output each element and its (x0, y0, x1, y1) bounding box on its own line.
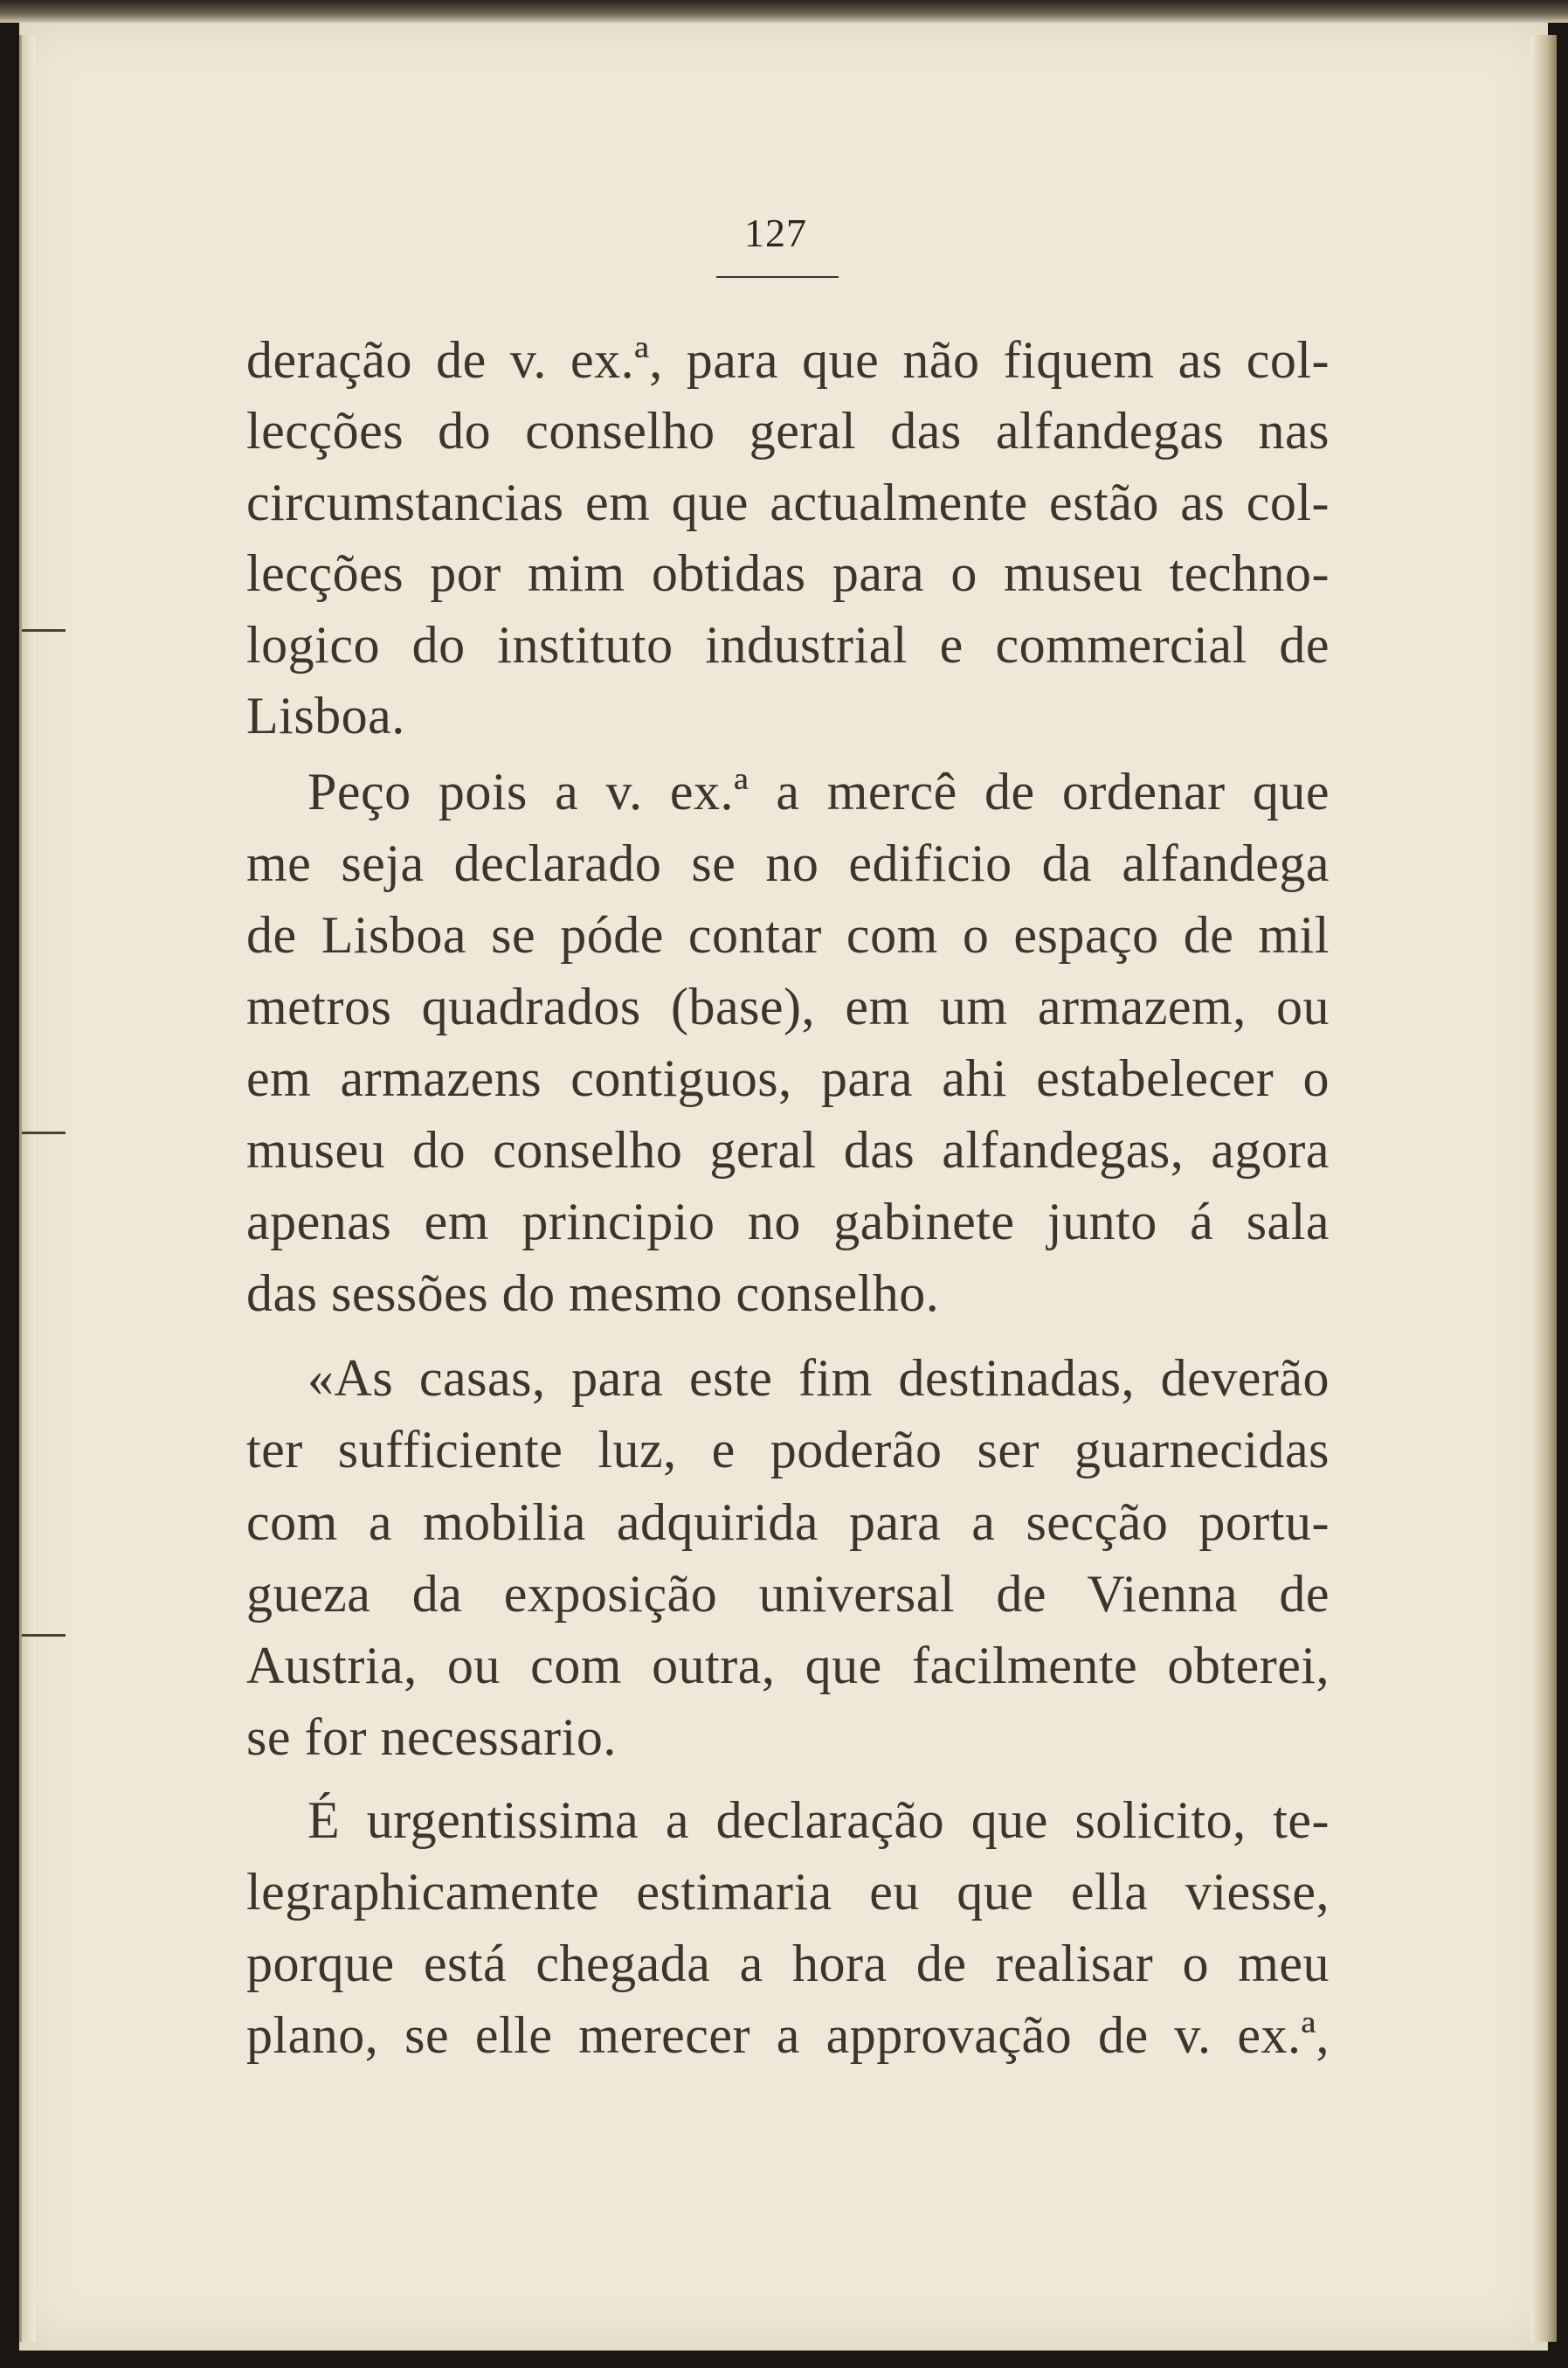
text-line: gueza da exposição universal de Vienna de (246, 1565, 1330, 1623)
text-line: «As casas, para este fim destinadas, deverão (307, 1349, 1330, 1407)
text-line: apenas em principio no gabinete junto á sala (246, 1193, 1330, 1250)
text-line: deração de v. ex.ª, para que não fiquem as col- (246, 331, 1330, 389)
edge-tab-mark (22, 1634, 66, 1637)
text-line: Lisboa. (246, 687, 405, 744)
text-line: metros quadrados (base), em um armazem, ou (246, 978, 1330, 1035)
text-line: logico do instituto industrial e commercial de (246, 616, 1330, 674)
text-line: de Lisboa se póde contar com o espaço de mil (246, 906, 1330, 964)
text-line: me seja declarado se no edificio da alfandega (246, 834, 1330, 892)
page-number-rule (716, 276, 839, 278)
text-line: circumstancias em que actualmente estão as col- (246, 474, 1330, 531)
page-number: 127 (744, 211, 807, 255)
text-line: porque está chegada a hora de realisar o meu (246, 1935, 1330, 1992)
text-line: ter sufficiente luz, e poderão ser guarnecidas (246, 1421, 1330, 1478)
text-line: Austria, ou com outra, que facilmente obterei, (246, 1637, 1330, 1694)
left-page-edge (19, 35, 36, 2342)
text-line: plano, se elle merecer a approvação de v. ex.ª, (246, 2006, 1330, 2064)
edge-tab-mark (22, 1132, 66, 1134)
text-line: Peço pois a v. ex.ª a mercê de ordenar que (307, 763, 1330, 820)
edge-tab-mark (22, 629, 66, 632)
text-line: lecções por mim obtidas para o museu techno- (246, 544, 1330, 602)
text-line: com a mobilia adquirida para a secção portu- (246, 1493, 1330, 1551)
text-line: É urgentissima a declaração que solicito, te- (307, 1791, 1330, 1849)
top-binding-edge (0, 0, 1568, 23)
text-line: lecções do conselho geral das alfandegas nas (246, 402, 1330, 460)
text-line: museu do conselho geral das alfandegas, agora (246, 1121, 1330, 1179)
text-line: em armazens contiguos, para ahi estabelecer o (246, 1049, 1330, 1107)
text-line: das sessões do mesmo conselho. (246, 1264, 940, 1322)
text-line: se for necessario. (246, 1708, 617, 1766)
text-line: legraphicamente estimaria eu que ella viesse, (246, 1863, 1330, 1921)
right-page-edge (1530, 35, 1557, 2342)
